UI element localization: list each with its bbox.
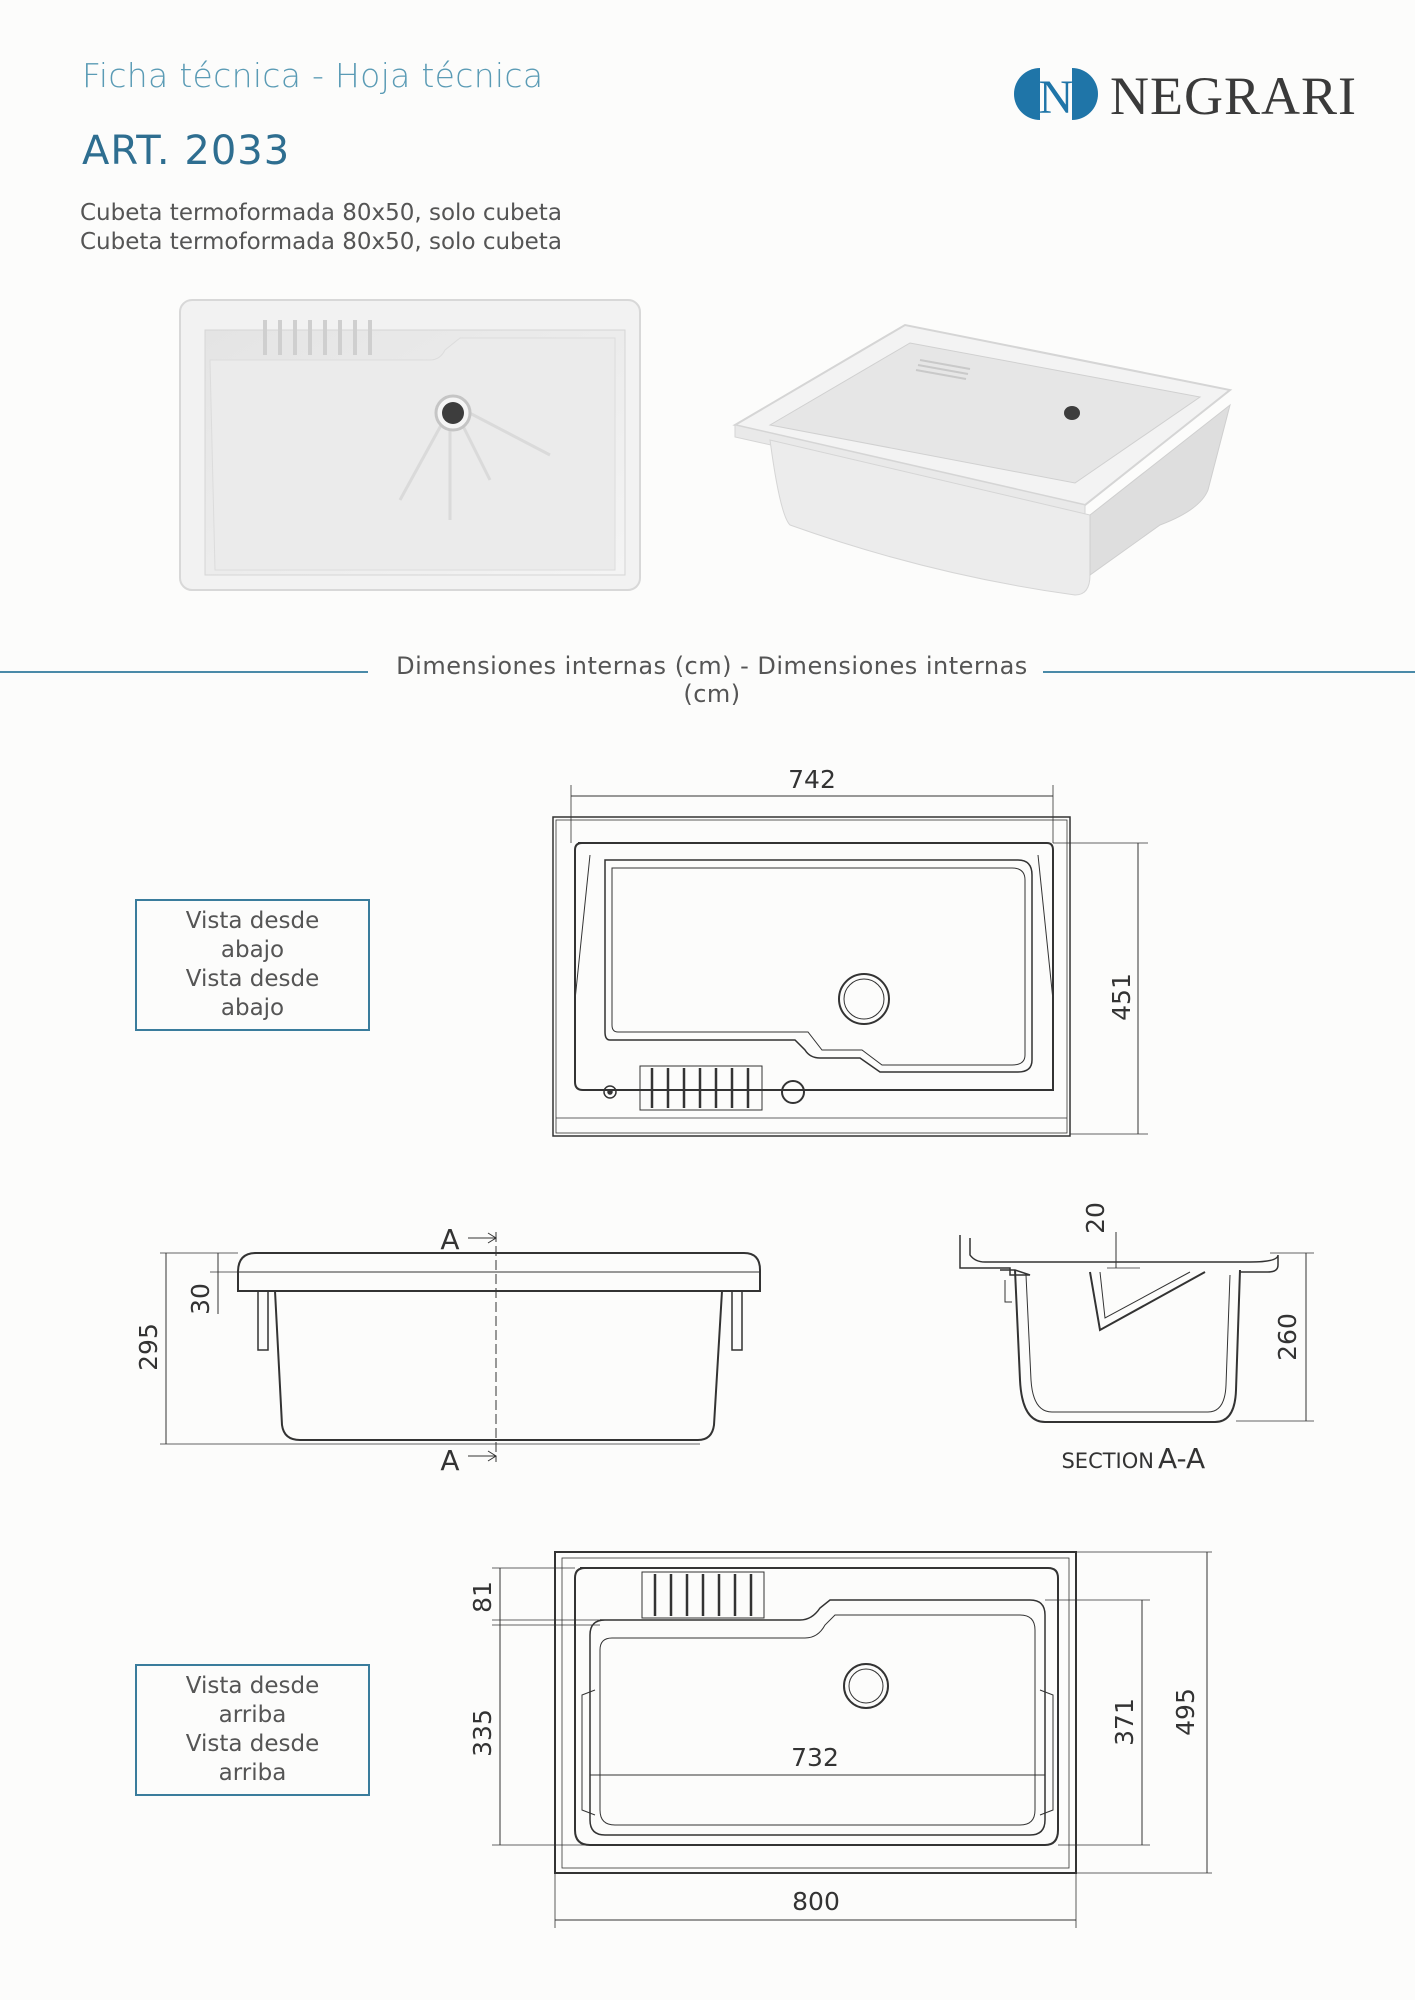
label-bottom-view-2: Vista desde abajo (185, 966, 320, 1021)
cut-marker-bottom: A (440, 1444, 460, 1477)
dim-section-rim: 20 (1081, 1202, 1110, 1234)
logo-mark-letter: N (1038, 71, 1074, 124)
dim-top-inner-depth: 371 (1110, 1698, 1139, 1746)
dim-bottom-height: 451 (1107, 973, 1136, 1021)
dim-rim-height: 30 (186, 1283, 215, 1315)
dim-top-basin: 335 (468, 1709, 497, 1757)
dim-side-height: 295 (134, 1323, 163, 1371)
section-view-drawing (960, 1232, 1314, 1422)
label-top-view-1: Vista desde arriba (185, 1673, 320, 1728)
dim-top-width: 800 (792, 1887, 840, 1916)
sheet-title: Ficha técnica - Hoja técnica (82, 56, 544, 95)
product-description-2: Cubeta termoformada 80x50, solo cubeta (80, 229, 562, 255)
label-bottom-view-1: Vista desde abajo (185, 908, 320, 963)
dim-section-depth: 260 (1273, 1313, 1302, 1361)
top-view-drawing (492, 1552, 1212, 1928)
dim-bottom-width: 742 (788, 765, 836, 794)
label-top-view-2: Vista desde arriba (185, 1731, 320, 1786)
section-name: A-A (1158, 1442, 1206, 1475)
dim-top-washboard: 81 (468, 1581, 497, 1613)
dim-top-inner-length: 732 (791, 1743, 839, 1772)
section-label: SECTION (1061, 1449, 1154, 1473)
brand-name: NEGRARI (1110, 66, 1357, 126)
bottom-view-drawing (553, 785, 1148, 1136)
article-number: ART. 2033 (82, 128, 291, 174)
cut-marker-top: A (440, 1223, 460, 1256)
section-title: Dimensiones internas (cm) - Dimensiones internas (cm) (396, 652, 1028, 708)
dim-top-depth: 495 (1171, 1688, 1200, 1736)
product-description-1: Cubeta termoformada 80x50, solo cubeta (80, 200, 562, 226)
side-view-drawing (160, 1232, 760, 1462)
